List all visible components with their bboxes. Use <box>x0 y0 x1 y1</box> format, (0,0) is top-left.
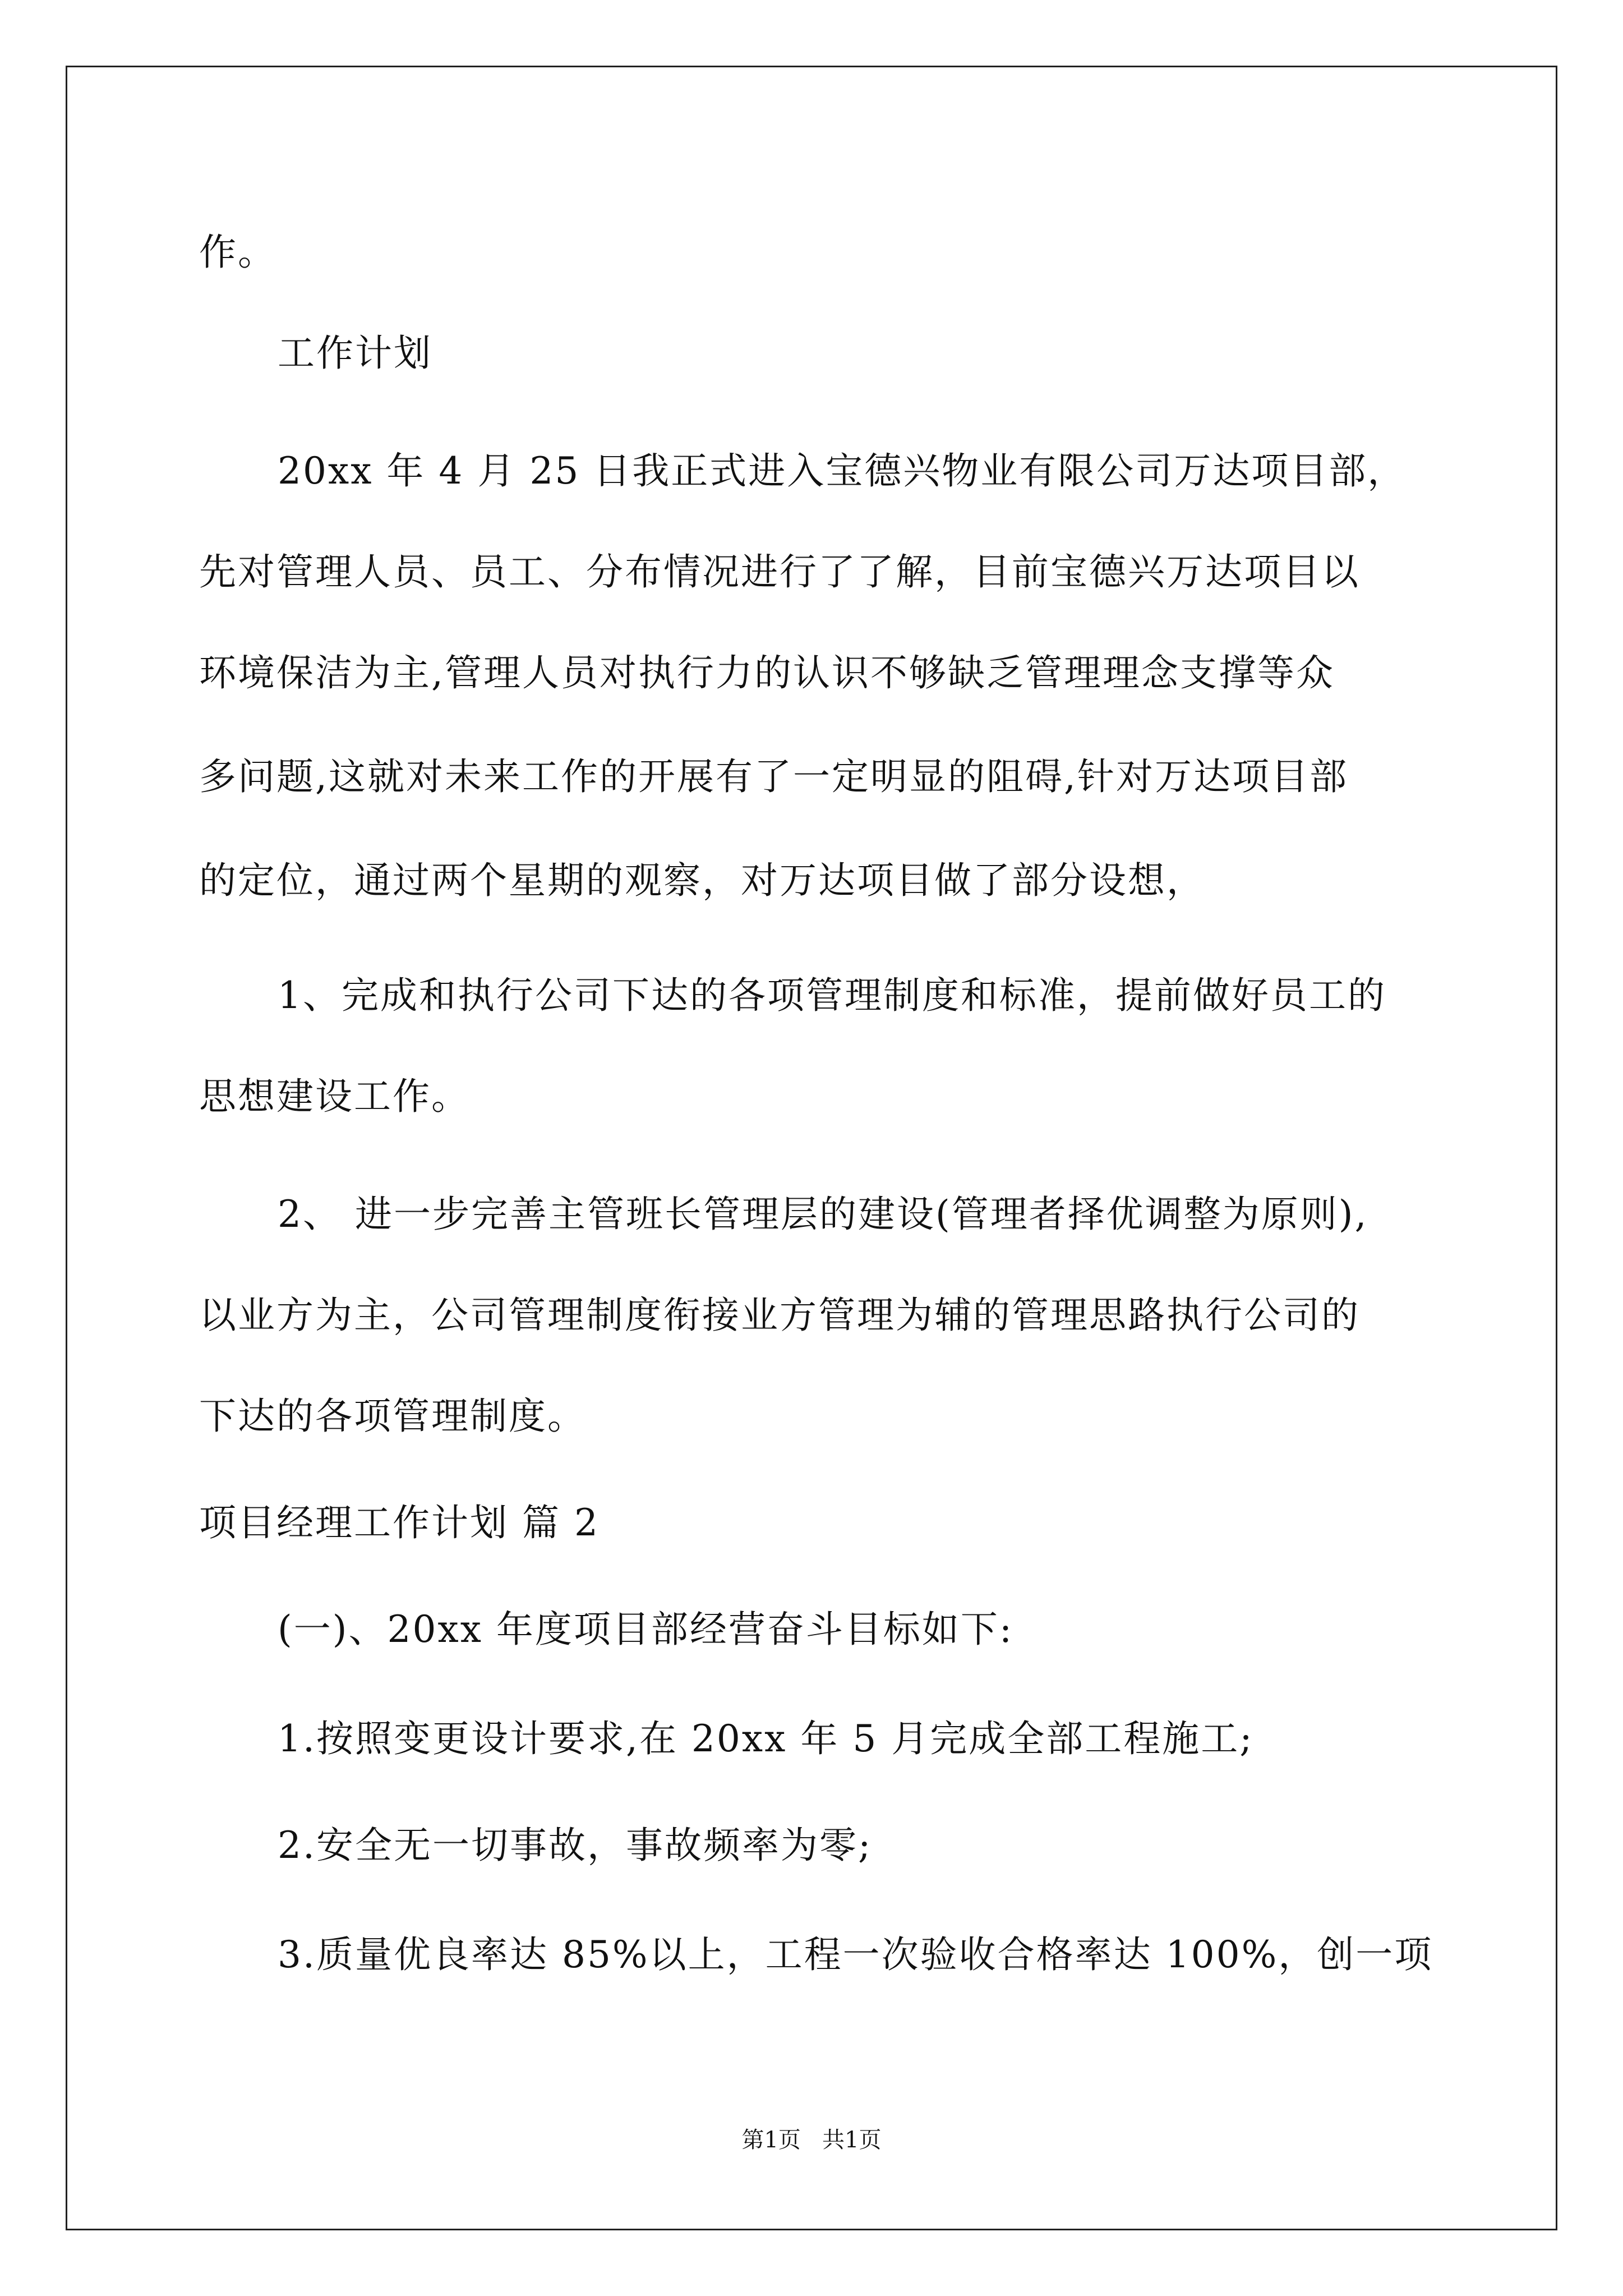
text-line: 1.按照变更设计要求,在 20xx 年 5 月完成全部工程施工; <box>278 1717 1254 1760</box>
section-heading: 项目经理工作计划 篇 2 <box>199 1501 600 1544</box>
text-line: 环境保洁为主,管理人员对执行力的认识不够缺乏管理理念支撑等众 <box>199 651 1335 694</box>
text-line: 作。 <box>199 231 276 274</box>
text-line: 思想建设工作。 <box>199 1075 470 1118</box>
page-footer: 第1页 共1页 <box>741 2127 882 2153</box>
text-line: 3.质量优良率达 85%以上，工程一次验收合格率达 100%，创一项 <box>278 1933 1433 1976</box>
text-line: 2.安全无一切事故，事故频率为零; <box>278 1824 873 1867</box>
text-line: 2、 进一步完善主管班长管理层的建设(管理者择优调整为原则), <box>278 1193 1368 1236</box>
text-line: 下达的各项管理制度。 <box>199 1395 586 1438</box>
text-line: 多问题,这就对未来工作的开展有了一定明显的阻碍,针对万达项目部 <box>199 755 1348 798</box>
text-line: 先对管理人员、员工、分布情况进行了了解，目前宝德兴万达项目以 <box>199 550 1360 593</box>
text-line: (一)、20xx 年度项目部经营奋斗目标如下: <box>278 1608 1014 1651</box>
text-line: 1、完成和执行公司下达的各项管理制度和标准，提前做好员工的 <box>278 974 1386 1017</box>
section-heading: 工作计划 <box>278 332 432 375</box>
text-line: 以业方为主，公司管理制度衔接业方管理为辅的管理思路执行公司的 <box>199 1294 1360 1337</box>
text-line: 20xx 年 4 月 25 日我正式进入宝德兴物业有限公司万达项目部， <box>278 449 1407 493</box>
text-line: 的定位，通过两个星期的观察，对万达项目做了部分设想， <box>199 859 1205 902</box>
page-frame <box>66 66 1557 2230</box>
